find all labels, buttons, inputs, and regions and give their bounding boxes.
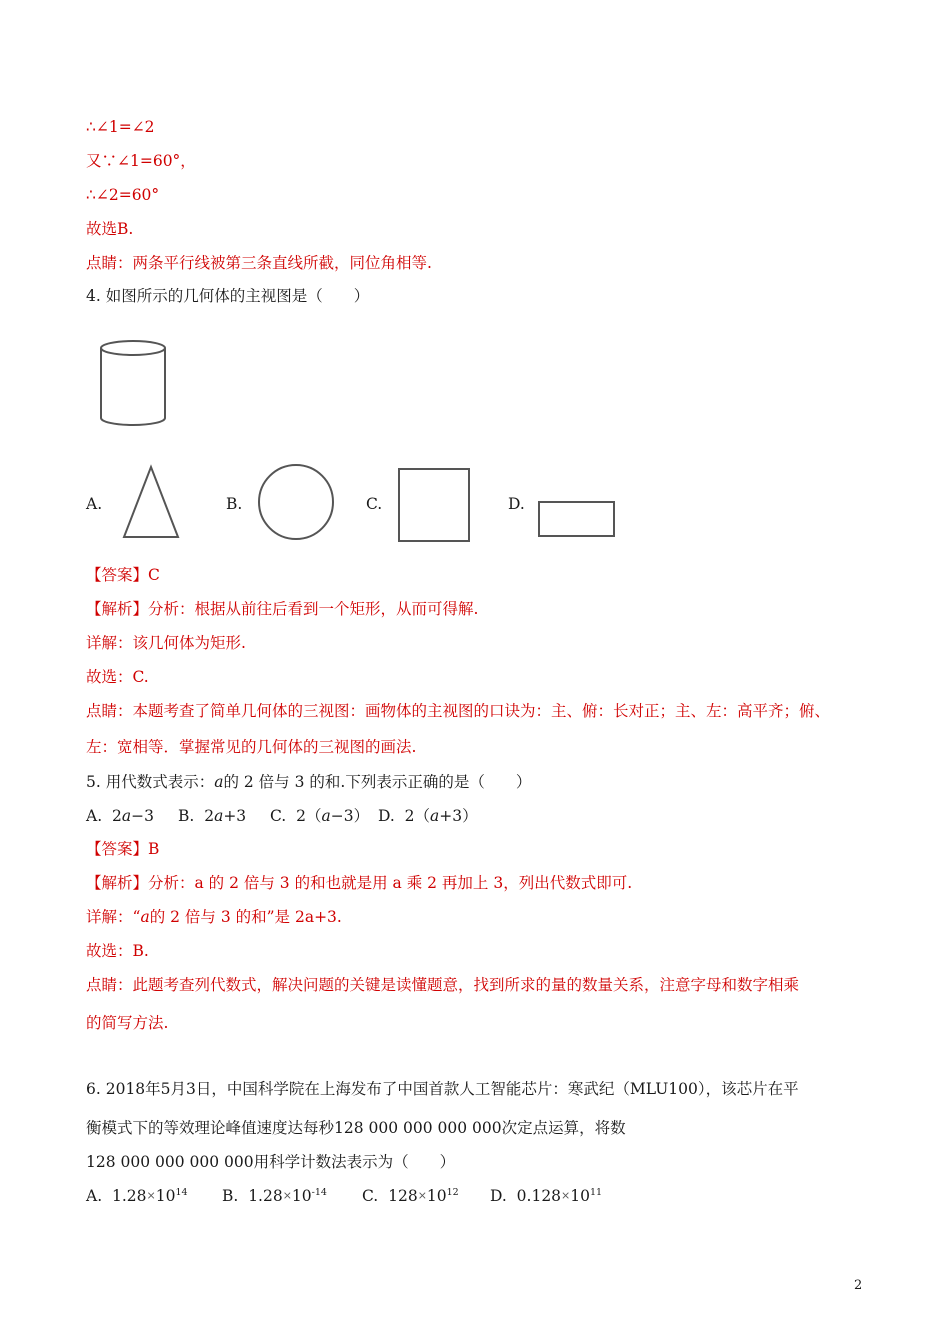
q5-option-c: C. 2（a−3） [270,807,370,825]
detail-text: 详解：“a的 2 倍与 3 的和”是 2a+3. [86,908,342,926]
circle-figure [256,462,336,542]
q6-option-a: A. $1.28\times 10^{14}$ [86,1187,188,1205]
choice-text: 故选：C. [86,668,149,686]
solution-note: 点睛：两条平行线被第三条直线所截，同位角相等. [86,254,432,272]
option-c-label: C. [366,495,383,513]
q6-option-b: B. $1.28\times 10^{-14}$ [222,1187,327,1205]
q5-option-d: D. 2（a+3） [378,807,478,825]
question-4-stem: 4. 如图所示的几何体的主视图是（ ） [86,287,370,305]
choice-text: 故选：B. [86,942,149,960]
q6-option-c: C. $128\times 10^{12}$ [362,1187,459,1205]
option-d-label: D. [508,495,525,513]
question-5-stem [86,771,531,793]
solution-line: ∴∠2=60° [86,186,160,204]
solution-choice: 故选B. [86,220,134,238]
answer-label: 【答案】C [86,566,160,584]
question-6-stem-line1: 6. 2018年5月3日，中国科学院在上海发布了中国首款人工智能芯片：寒武纪（MLU100），该芯片在平 [86,1080,799,1098]
answer-label: 【答案】B [86,840,160,858]
note-text: 点睛：此题考查列代数式，解决问题的关键是读懂题意，找到所求的量的数量关系，注意字母和数字相乘 [86,976,800,994]
page-number: 2 [854,1278,863,1293]
stem-text: 的 2 倍与 3 的和.下列表示正确的是（ ） [223,773,532,791]
cylinder-figure [98,338,170,430]
question-6-stem-line2: 衡模式下的等效理论峰值速度达每秒128 000 000 000 000次定点运算，将数 [86,1119,626,1137]
analysis-text: 【解析】分析：a 的 2 倍与 3 的和也就是用 a 乘 2 再加上 3，列出代数式即可. [86,874,633,892]
stem-text: 5. 用代数式表示： [86,773,215,791]
square-figure [396,466,472,544]
option-a-label: A. [86,495,103,513]
note-text: 点睛：本题考查了简单几何体的三视图：画物体的主视图的口诀为：主、俯：长对正；主、左：高平齐；俯、 [86,702,831,720]
analysis-text: 【解析】分析：根据从前往后看到一个矩形，从而可得解. [86,600,479,618]
triangle-figure [120,464,182,540]
rectangle-figure [536,499,618,539]
q5-option-b: B. 2a+3 [178,807,247,825]
q6-option-d: D. $0.128\times 10^{11}$ [490,1187,603,1205]
question-6-stem-line3: 128 000 000 000 000用科学计数法表示为（ ） [86,1153,456,1171]
option-b-label: B. [226,495,243,513]
variable-a: a [214,773,224,791]
solution-line: 又∵∠1=60°， [86,152,196,170]
note-text-cont: 的简写方法. [86,1014,169,1032]
note-text-cont: 左：宽相等．掌握常见的几何体的三视图的画法. [86,738,417,756]
solution-line: ∴∠1=∠2 [86,118,155,136]
q5-option-a: A. 2a−3 [86,807,154,825]
detail-text: 详解：该几何体为矩形. [86,634,246,652]
